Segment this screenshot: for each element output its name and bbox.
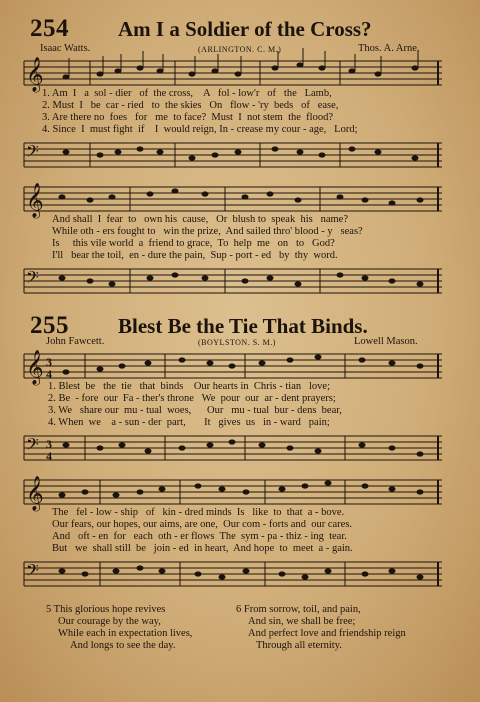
lyrics-verse-1: The fel - low - ship of kin - dred minds Is like to that a - bove. [52, 507, 345, 518]
svg-text:𝄢: 𝄢 [26, 562, 39, 584]
hymn-author: John Fawcett. [46, 336, 105, 347]
lyrics-verse-1: And shall I fear to own his cause, Or blush to speak his name? [52, 214, 348, 225]
lyrics-verse-1: 1. Blest be the tie that binds Our hearts in Chris - tian love; [48, 381, 330, 392]
tune-name: (ARLINGTON. C. M.) [198, 45, 282, 54]
tune-name: (BOYLSTON. S. M.) [198, 338, 276, 347]
verse-6-line-3: And perfect love and friendship reign [248, 628, 406, 639]
lyrics-verse-2: Our fears, our hopes, our aims, are one, Our com - forts and our cares. [52, 519, 353, 530]
lyrics-verse-4: I'll bear the toil, en - dure the pain, Sup - port - ed by thy word. [52, 250, 338, 261]
lyrics-verse-3: And oft - en for each oth - er flows The sym - pa - thiz - ing tear. [52, 531, 347, 542]
lyrics-verse-3: 3. Are there no foes for me to face? Must I not stem the flood? [42, 112, 334, 123]
verse-5-line-3: While each in expectation lives, [58, 628, 193, 639]
verse-5-line-2: Our courage by the way, [58, 616, 161, 627]
lyrics-verse-3: 3. We share our mu - tual woes, Our mu - tual bur - dens bear, [48, 405, 342, 416]
svg-text:𝄞: 𝄞 [26, 58, 44, 91]
verse-6-line-2: And sin, we shall be free; [248, 616, 356, 627]
svg-text:𝄢: 𝄢 [26, 436, 39, 458]
music-staff-bass [0, 555, 480, 595]
lyrics-verse-4: 4. Since I must fight if I would reign, In - crease my cour - age, Lord; [42, 124, 358, 135]
verse-5-line-1: 5 This glorious hope revives [46, 604, 166, 615]
hymn-number: 254 [30, 15, 69, 42]
hymn-title: Blest Be the Tie That Binds. [118, 314, 368, 338]
verse-6-line-4: Through all eternity. [256, 640, 342, 651]
verse-5-line-4: And longs to see the day. [70, 640, 176, 651]
music-staff-bass [0, 262, 480, 302]
hymn-title: Am I a Soldier of the Cross? [118, 17, 372, 41]
svg-text:3: 3 [46, 437, 52, 451]
lyrics-verse-4: But we shall still be join - ed in heart, And hope to meet a - gain. [52, 543, 353, 554]
svg-text:4: 4 [46, 449, 52, 463]
hymn-number: 255 [30, 312, 69, 339]
lyrics-verse-1: 1. Am I a sol - dier of the cross, A fol - low'r of the Lamb, [42, 88, 332, 99]
hymn-author: Isaac Watts. [40, 43, 91, 54]
lyrics-verse-4: 4. When we a - sun - der part, It gives us in - ward pain; [48, 417, 330, 428]
svg-text:𝄢: 𝄢 [26, 143, 39, 165]
svg-text:𝄞: 𝄞 [26, 351, 44, 384]
music-staff-bass [0, 136, 480, 176]
svg-text:4: 4 [46, 367, 52, 381]
hymn-composer: Lowell Mason. [354, 336, 418, 347]
svg-text:𝄢: 𝄢 [26, 269, 39, 291]
svg-text:𝄞: 𝄞 [26, 184, 44, 217]
music-staff-bass [0, 429, 480, 469]
hymn-composer: Thos. A. Arne. [358, 43, 420, 54]
svg-text:3: 3 [46, 355, 52, 369]
lyrics-verse-2: 2. Must I be car - ried to the skies On flow - 'ry beds of ease, [42, 100, 339, 111]
verse-6-line-1: 6 From sorrow, toil, and pain, [236, 604, 361, 615]
lyrics-verse-3: Is this vile world a friend to grace, To help me on to God? [52, 238, 335, 249]
lyrics-verse-2: 2. Be - fore our Fa - ther's throne We pour our ar - dent prayers; [48, 393, 336, 404]
svg-text:𝄞: 𝄞 [26, 477, 44, 510]
lyrics-verse-2: While oth - ers fought to win the prize, And sailed thro' blood - y seas? [52, 226, 363, 237]
